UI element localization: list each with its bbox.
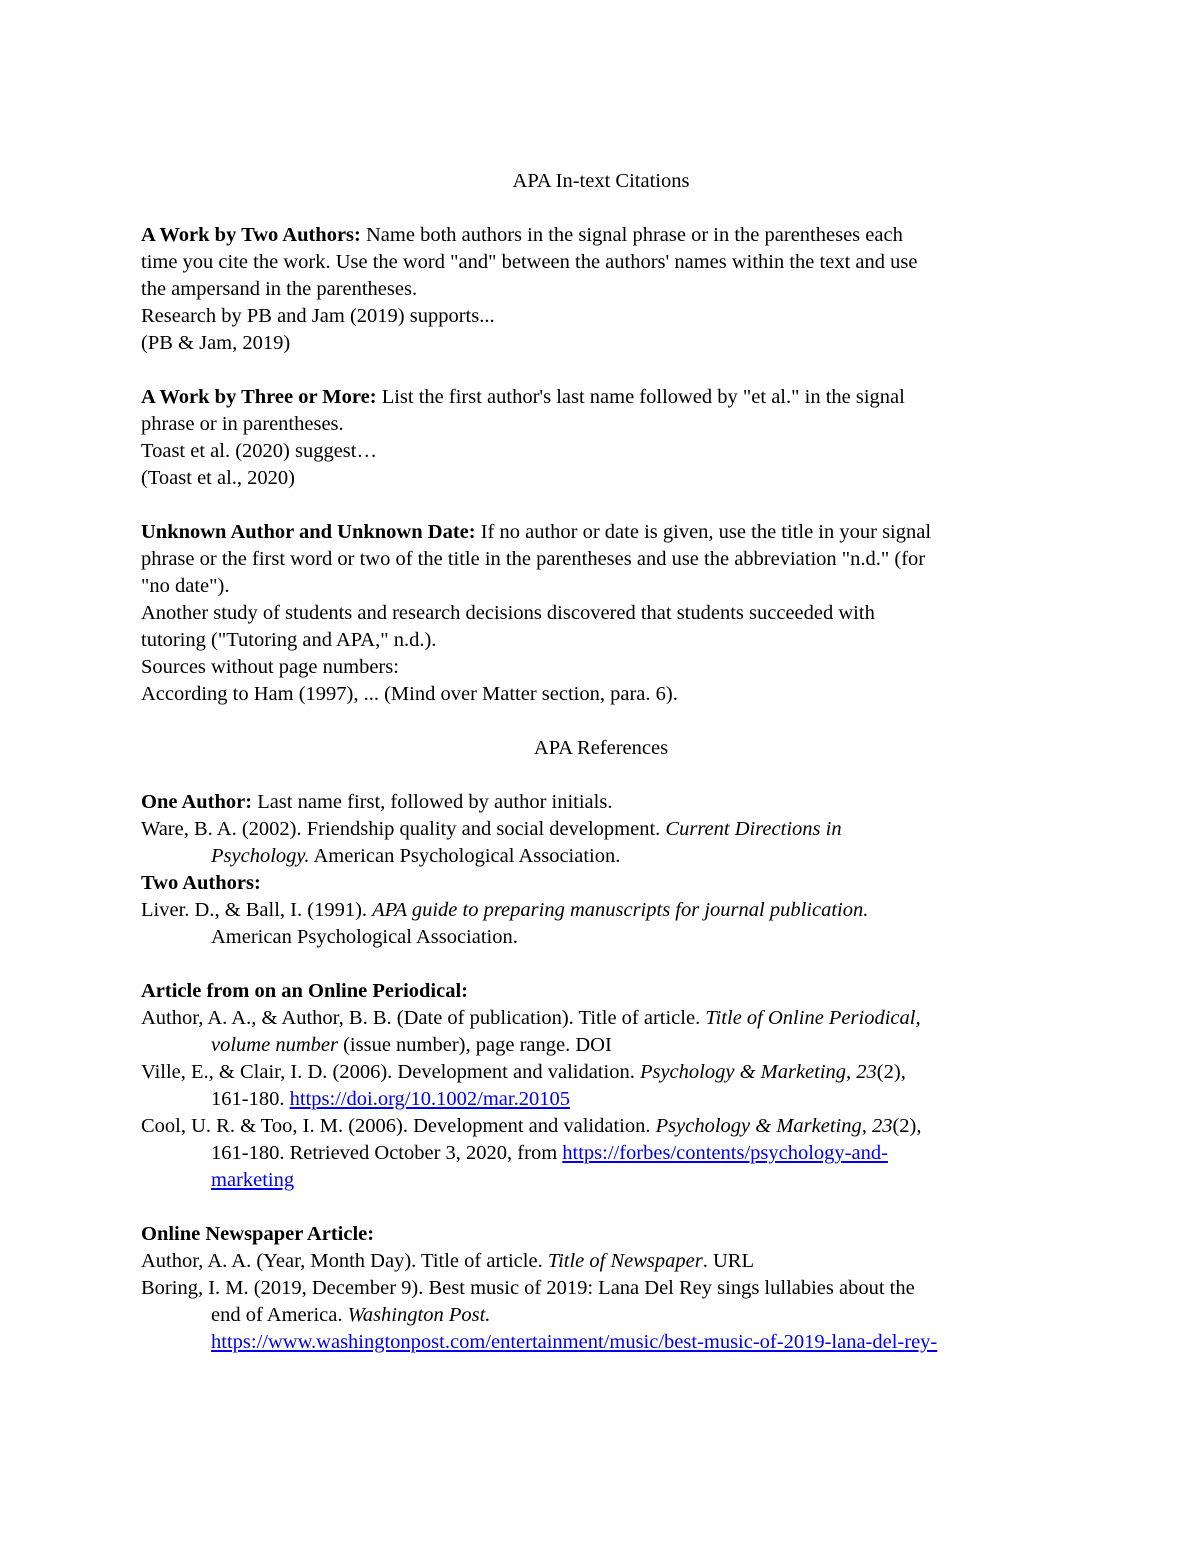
two-authors-ref-label: Two Authors:	[141, 872, 261, 894]
unknown-example: tutoring ("Tutoring and APA," n.d.).	[141, 629, 437, 651]
forbes-link[interactable]: https://forbes/contents/psychology-and-	[562, 1142, 888, 1164]
newspaper-example-cont: end of America. Washington Post.	[211, 1304, 491, 1326]
three-more-rule-line: phrase or in parentheses.	[141, 413, 344, 435]
newspaper-label: Online Newspaper Article:	[141, 1223, 375, 1245]
washington-post-link[interactable]: https://www.washingtonpost.com/entertainment/music/best-music-of-2019-lana-del-rey-	[211, 1331, 938, 1353]
one-author-reference: Ware, B. A. (2002). Friendship quality and social development. Current Directions in	[141, 818, 842, 840]
intext-heading: APA In-text Citations	[512, 170, 690, 192]
references-heading: APA References	[533, 737, 669, 759]
periodical-example-ville: Ville, E., & Clair, I. D. (2006). Development and validation. Psychology & Marketing, 23(2),	[141, 1061, 906, 1083]
unknown-rule: Unknown Author and Unknown Date: If no author or date is given, use the title in your signal	[141, 521, 932, 543]
newspaper-example-cont2	[141, 1329, 1061, 1356]
two-authors-example: (PB & Jam, 2019)	[141, 332, 291, 354]
periodical-example-cool: Cool, U. R. & Too, I. M. (2006). Development and validation. Psychology & Marketing, 23(2),	[141, 1115, 922, 1137]
unknown-example: Another study of students and research decisions discovered that students succeeded with	[141, 602, 875, 624]
periodical-example-cool-cont2	[141, 1167, 1061, 1194]
unknown-example: According to Ham (1997), ... (Mind over Matter section, para. 6).	[141, 683, 678, 705]
document-page	[141, 168, 1061, 1356]
newspaper-template: Author, A. A. (Year, Month Day). Title of article. Title of Newspaper. URL	[141, 1250, 754, 1272]
three-more-rule: A Work by Three or More: List the first author's last name followed by "et al." in the signal	[141, 386, 905, 408]
three-more-example: Toast et al. (2020) suggest…	[141, 440, 377, 462]
two-authors-rule-line: the ampersand in the parentheses.	[141, 278, 418, 300]
one-author-reference-cont: Psychology. American Psychological Association.	[211, 845, 621, 867]
two-authors-reference: Liver. D., & Ball, I. (1991). APA guide to preparing manuscripts for journal publication.	[141, 899, 869, 921]
periodical-template: Author, A. A., & Author, B. B. (Date of publication). Title of article. Title of Online Periodical,	[141, 1007, 921, 1029]
periodical-template-cont: volume number (issue number), page range. DOI	[211, 1034, 612, 1056]
unknown-rule-line: "no date").	[141, 575, 230, 597]
unknown-example: Sources without page numbers:	[141, 656, 399, 678]
unknown-rule-line: phrase or the first word or two of the title in the parentheses and use the abbreviation "n.d." (for	[141, 548, 926, 570]
forbes-link-cont[interactable]: marketing	[211, 1169, 295, 1191]
periodical-example-cool-cont: 161-180. Retrieved October 3, 2020, from https://forbes/contents/psychology-and-	[211, 1142, 888, 1164]
two-authors-rule-line: time you cite the work. Use the word "and" between the authors' names within the text and use	[141, 251, 918, 273]
three-more-example: (Toast et al., 2020)	[141, 467, 295, 489]
newspaper-example: Boring, I. M. (2019, December 9). Best music of 2019: Lana Del Rey sings lullabies about the	[141, 1277, 915, 1299]
periodical-label: Article from on an Online Periodical:	[141, 980, 468, 1002]
doi-link[interactable]: https://doi.org/10.1002/mar.20105	[289, 1088, 570, 1110]
two-authors-rule: A Work by Two Authors: Name both authors in the signal phrase or in the parentheses each	[141, 224, 903, 246]
two-authors-reference-cont: American Psychological Association.	[211, 926, 518, 948]
two-authors-example: Research by PB and Jam (2019) supports...	[141, 305, 495, 327]
periodical-example-ville-cont: 161-180. https://doi.org/10.1002/mar.20105	[211, 1088, 570, 1110]
one-author-rule: One Author: Last name first, followed by author initials.	[141, 791, 613, 813]
